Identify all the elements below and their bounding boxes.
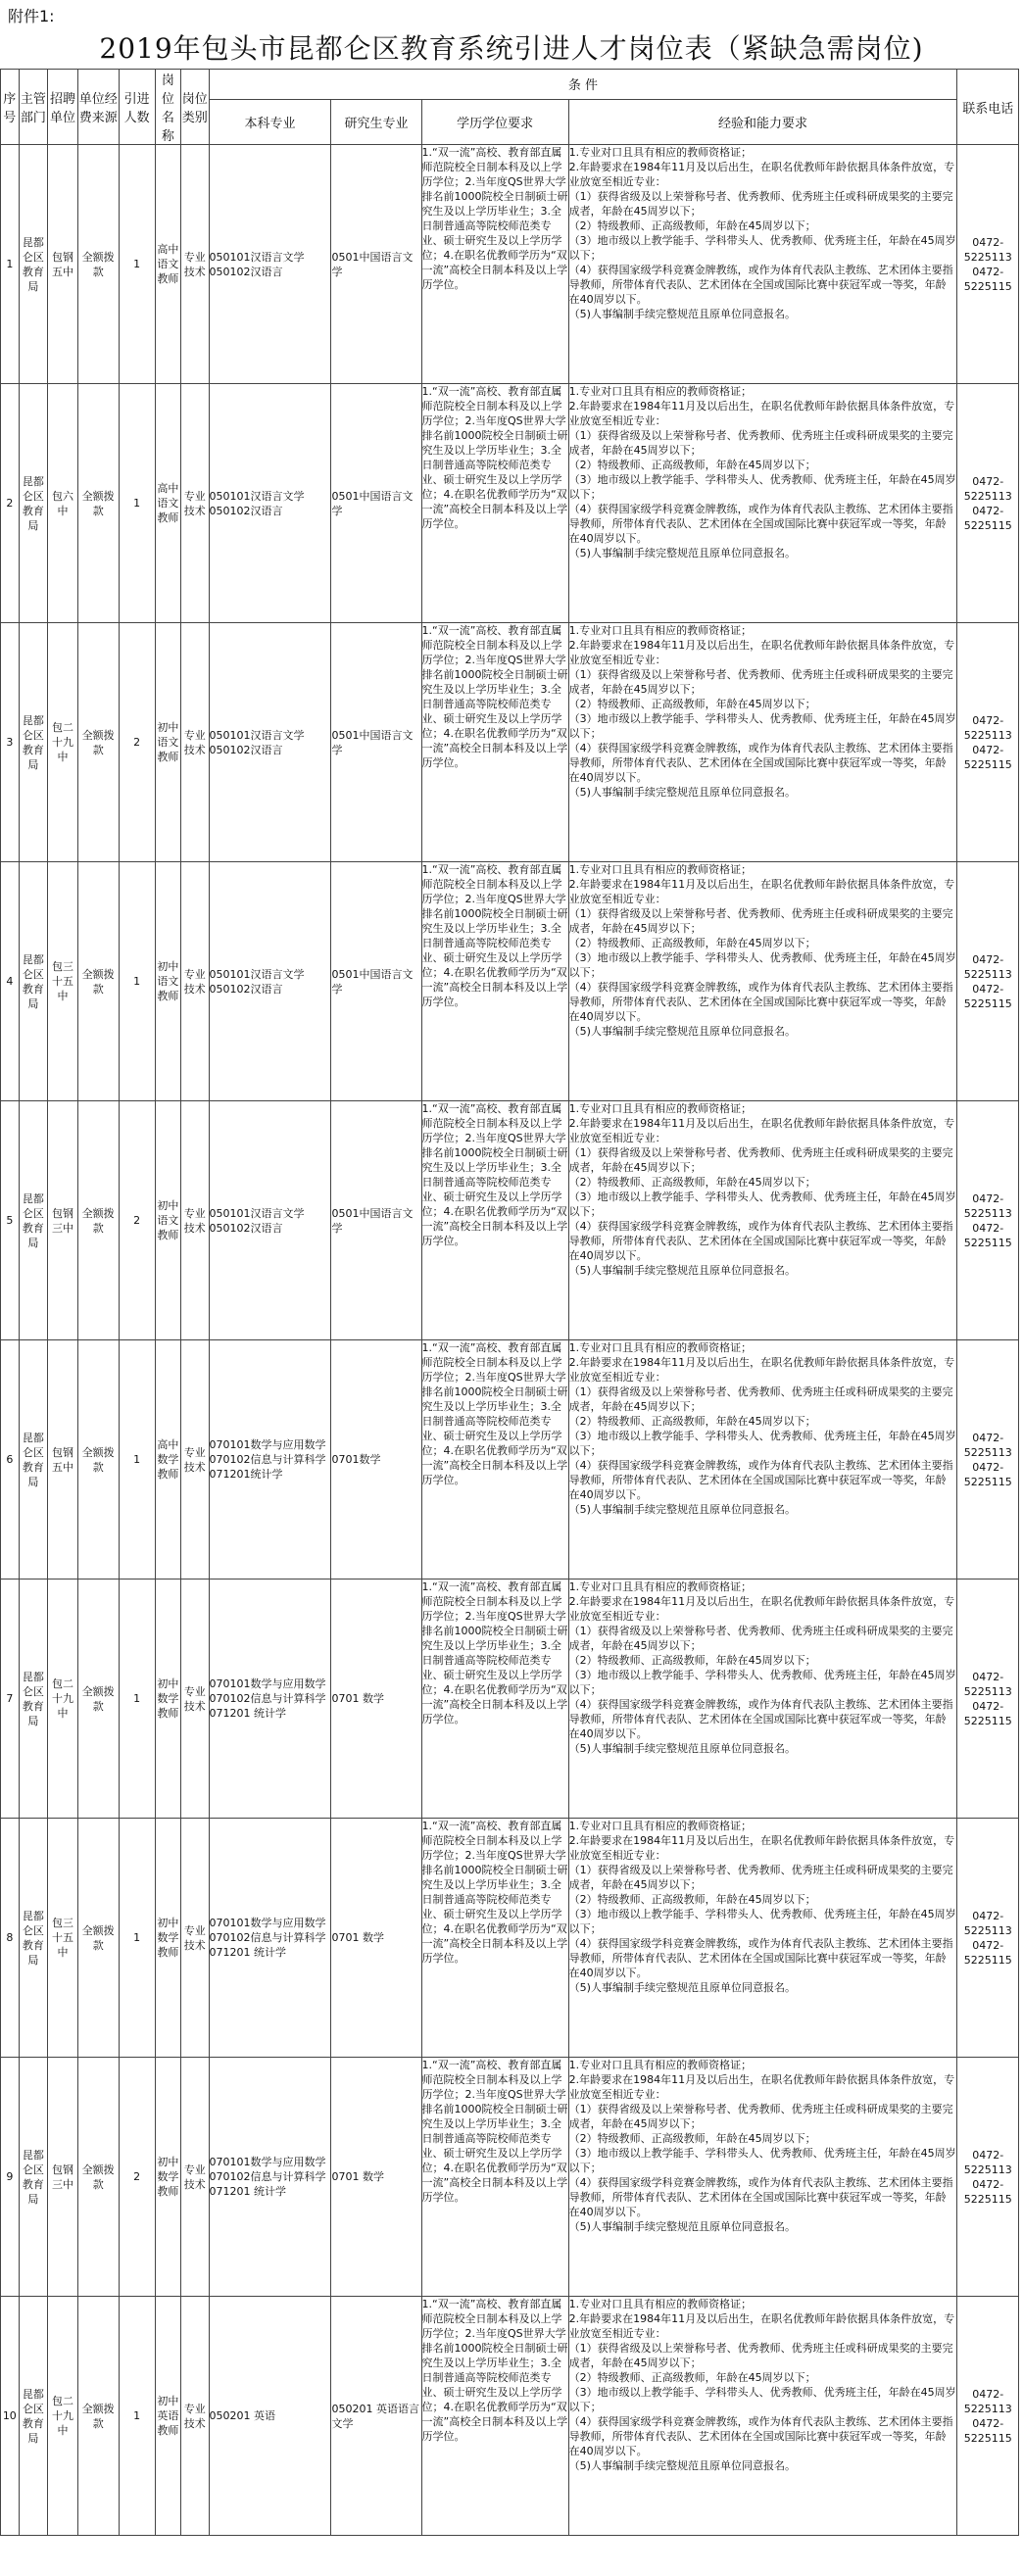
- cell-undergrad: 070101数学与应用数学 070102信息与计算科学 071201统计学: [209, 1340, 331, 1580]
- cell-post-type: 专业技术: [181, 862, 209, 1101]
- cell-experience-requirement: 1.专业对口且具有相应的教师资格证； 2.年龄要求在1984年11月及以后出生，在职名优教师年龄依据具体条件放宽，专业放宽至相近专业： （1）获得省级及以上荣誉称号者、优秀教师、优秀班主任或科研成果奖的主要完成者，年龄在45周岁以下； （2）特级教师、正高级教师，年龄在45周岁以下； （3）地市级以上教学能手、学科带头人、优秀教师、优秀班主任，年龄在45周岁以下； （4）获得国家级学科竞赛金牌教练，或作为体育代表队主教练、艺术团体主要指导教师，所带体育代表队、艺术团体在全国或国际比赛中获冠军或一等奖，年龄在40周岁以下。 （5)人事编制手续完整规范且原单位同意报名。: [568, 1819, 957, 2058]
- position-table: [0, 69, 1019, 2536]
- header-count: 引进人数: [119, 70, 155, 145]
- cell-dept: 昆都仑区教育局: [19, 1819, 48, 2058]
- cell-count: 2: [119, 623, 155, 862]
- cell-count: 1: [119, 2297, 155, 2536]
- table-body: [1, 145, 1019, 2536]
- cell-undergrad: 050101汉语言文学 050102汉语言: [209, 623, 331, 862]
- cell-phone: 0472-5225113 0472-5225115: [957, 1580, 1019, 1819]
- cell-experience-requirement: 1.专业对口且具有相应的教师资格证； 2.年龄要求在1984年11月及以后出生，在职名优教师年龄依据具体条件放宽，专业放宽至相近专业： （1）获得省级及以上荣誉称号者、优秀教师、优秀班主任或科研成果奖的主要完成者，年龄在45周岁以下； （2）特级教师、正高级教师，年龄在45周岁以下； （3）地市级以上教学能手、学科带头人、优秀教师、优秀班主任，年龄在45周岁以下； （4）获得国家级学科竞赛金牌教练，或作为体育代表队主教练、艺术团体主要指导教师，所带体育代表队、艺术团体在全国或国际比赛中获冠军或一等奖，年龄在40周岁以下。 （5)人事编制手续完整规范且原单位同意报名。: [568, 2297, 957, 2536]
- cell-fund: 全额拨款: [77, 1340, 119, 1580]
- table-row: [1, 2297, 1019, 2536]
- cell-unit: 包六中: [48, 384, 78, 623]
- cell-degree-requirement: 1.“双一流”高校、教育部直属师范院校全日制本科及以上学历学位；2.当年度QS世界大学排名前1000院校全日制硕士研究生及以上学历毕业生；3.全日制普通高等院校师范类专业、硕士研究生及以上学历学位；4.在职名优教师学历为“双一流”高校全日制本科及以上学历学位。: [421, 145, 568, 384]
- cell-unit: 包钢五中: [48, 1340, 78, 1580]
- header-phone: 联系电话: [957, 70, 1019, 145]
- cell-count: 1: [119, 1819, 155, 2058]
- cell-phone: 0472-5225113 0472-5225115: [957, 2058, 1019, 2297]
- cell-post-name: 初中数学教师: [155, 1819, 180, 2058]
- header-fund: 单位经费来源: [77, 70, 119, 145]
- cell-undergrad: 070101数学与应用数学 070102信息与计算科学 071201 统计学: [209, 1580, 331, 1819]
- cell-phone: 0472-5225113 0472-5225115: [957, 1340, 1019, 1580]
- cell-unit: 包二十九中: [48, 623, 78, 862]
- cell-grad: 0501中国语言文学: [331, 384, 421, 623]
- cell-fund: 全额拨款: [77, 145, 119, 384]
- cell-dept: 昆都仑区教育局: [19, 2297, 48, 2536]
- cell-undergrad: 050101汉语言文学 050102汉语言: [209, 1101, 331, 1340]
- header-grad: 研究生专业: [331, 99, 421, 144]
- cell-post-name: 初中语文教师: [155, 862, 180, 1101]
- cell-fund: 全额拨款: [77, 1101, 119, 1340]
- cell-phone: 0472-5225113 0472-5225115: [957, 384, 1019, 623]
- cell-degree-requirement: 1.“双一流”高校、教育部直属师范院校全日制本科及以上学历学位；2.当年度QS世界大学排名前1000院校全日制硕士研究生及以上学历毕业生；3.全日制普通高等院校师范类专业、硕士研究生及以上学历学位；4.在职名优教师学历为“双一流”高校全日制本科及以上学历学位。: [421, 623, 568, 862]
- cell-grad: 0501中国语言文学: [331, 1101, 421, 1340]
- cell-dept: 昆都仑区教育局: [19, 623, 48, 862]
- cell-dept: 昆都仑区教育局: [19, 384, 48, 623]
- cell-degree-requirement: 1.“双一流”高校、教育部直属师范院校全日制本科及以上学历学位；2.当年度QS世界大学排名前1000院校全日制硕士研究生及以上学历毕业生；3.全日制普通高等院校师范类专业、硕士研究生及以上学历学位；4.在职名优教师学历为“双一流”高校全日制本科及以上学历学位。: [421, 1819, 568, 2058]
- cell-seq: 6: [1, 1340, 20, 1580]
- cell-post-type: 专业技术: [181, 384, 209, 623]
- cell-undergrad: 050201 英语: [209, 2297, 331, 2536]
- cell-post-name: 初中语文教师: [155, 1101, 180, 1340]
- cell-post-type: 专业技术: [181, 623, 209, 862]
- cell-post-name: 初中数学教师: [155, 2058, 180, 2297]
- table-row: [1, 384, 1019, 623]
- cell-seq: 9: [1, 2058, 20, 2297]
- cell-unit: 包三十五中: [48, 862, 78, 1101]
- header-post-type: 岗位类别: [181, 70, 209, 145]
- cell-fund: 全额拨款: [77, 1580, 119, 1819]
- table-row: [1, 145, 1019, 384]
- cell-experience-requirement: 1.专业对口且具有相应的教师资格证； 2.年龄要求在1984年11月及以后出生，在职名优教师年龄依据具体条件放宽，专业放宽至相近专业： （1）获得省级及以上荣誉称号者、优秀教师、优秀班主任或科研成果奖的主要完成者，年龄在45周岁以下； （2）特级教师、正高级教师，年龄在45周岁以下； （3）地市级以上教学能手、学科带头人、优秀教师、优秀班主任，年龄在45周岁以下； （4）获得国家级学科竞赛金牌教练，或作为体育代表队主教练、艺术团体主要指导教师，所带体育代表队、艺术团体在全国或国际比赛中获冠军或一等奖，年龄在40周岁以下。 （5)人事编制手续完整规范且原单位同意报名。: [568, 2058, 957, 2297]
- cell-degree-requirement: 1.“双一流”高校、教育部直属师范院校全日制本科及以上学历学位；2.当年度QS世界大学排名前1000院校全日制硕士研究生及以上学历毕业生；3.全日制普通高等院校师范类专业、硕士研究生及以上学历学位；4.在职名优教师学历为“双一流”高校全日制本科及以上学历学位。: [421, 862, 568, 1101]
- cell-seq: 3: [1, 623, 20, 862]
- cell-experience-requirement: 1.专业对口且具有相应的教师资格证； 2.年龄要求在1984年11月及以后出生，在职名优教师年龄依据具体条件放宽，专业放宽至相近专业： （1）获得省级及以上荣誉称号者、优秀教师、优秀班主任或科研成果奖的主要完成者，年龄在45周岁以下； （2）特级教师、正高级教师，年龄在45周岁以下； （3）地市级以上教学能手、学科带头人、优秀教师、优秀班主任，年龄在45周岁以下； （4）获得国家级学科竞赛金牌教练，或作为体育代表队主教练、艺术团体主要指导教师，所带体育代表队、艺术团体在全国或国际比赛中获冠军或一等奖，年龄在40周岁以下。 （5)人事编制手续完整规范且原单位同意报名。: [568, 1101, 957, 1340]
- cell-degree-requirement: 1.“双一流”高校、教育部直属师范院校全日制本科及以上学历学位；2.当年度QS世界大学排名前1000院校全日制硕士研究生及以上学历毕业生；3.全日制普通高等院校师范类专业、硕士研究生及以上学历学位；4.在职名优教师学历为“双一流”高校全日制本科及以上学历学位。: [421, 2297, 568, 2536]
- cell-dept: 昆都仑区教育局: [19, 145, 48, 384]
- cell-degree-requirement: 1.“双一流”高校、教育部直属师范院校全日制本科及以上学历学位；2.当年度QS世界大学排名前1000院校全日制硕士研究生及以上学历毕业生；3.全日制普通高等院校师范类专业、硕士研究生及以上学历学位；4.在职名优教师学历为“双一流”高校全日制本科及以上学历学位。: [421, 1340, 568, 1580]
- cell-dept: 昆都仑区教育局: [19, 2058, 48, 2297]
- cell-phone: 0472-5225113 0472-5225115: [957, 1101, 1019, 1340]
- cell-dept: 昆都仑区教育局: [19, 862, 48, 1101]
- cell-grad: 0501中国语言文学: [331, 862, 421, 1101]
- cell-grad: 0701数学: [331, 1340, 421, 1580]
- cell-grad: 0701 数学: [331, 2058, 421, 2297]
- cell-fund: 全额拨款: [77, 2297, 119, 2536]
- cell-experience-requirement: 1.专业对口且具有相应的教师资格证； 2.年龄要求在1984年11月及以后出生，在职名优教师年龄依据具体条件放宽，专业放宽至相近专业： （1）获得省级及以上荣誉称号者、优秀教师、优秀班主任或科研成果奖的主要完成者，年龄在45周岁以下； （2）特级教师、正高级教师，年龄在45周岁以下； （3）地市级以上教学能手、学科带头人、优秀教师、优秀班主任，年龄在45周岁以下； （4）获得国家级学科竞赛金牌教练，或作为体育代表队主教练、艺术团体主要指导教师，所带体育代表队、艺术团体在全国或国际比赛中获冠军或一等奖，年龄在40周岁以下。 （5)人事编制手续完整规范且原单位同意报名。: [568, 384, 957, 623]
- cell-fund: 全额拨款: [77, 384, 119, 623]
- cell-seq: 2: [1, 384, 20, 623]
- cell-degree-requirement: 1.“双一流”高校、教育部直属师范院校全日制本科及以上学历学位；2.当年度QS世界大学排名前1000院校全日制硕士研究生及以上学历毕业生；3.全日制普通高等院校师范类专业、硕士研究生及以上学历学位；4.在职名优教师学历为“双一流”高校全日制本科及以上学历学位。: [421, 384, 568, 623]
- cell-grad: 0501中国语言文学: [331, 145, 421, 384]
- table-row: [1, 623, 1019, 862]
- cell-dept: 昆都仑区教育局: [19, 1101, 48, 1340]
- cell-unit: 包三十五中: [48, 1819, 78, 2058]
- header-post-name: 岗位名称: [155, 70, 180, 145]
- cell-fund: 全额拨款: [77, 862, 119, 1101]
- cell-undergrad: 070101数学与应用数学 070102信息与计算科学 071201 统计学: [209, 1819, 331, 2058]
- cell-dept: 昆都仑区教育局: [19, 1340, 48, 1580]
- cell-experience-requirement: 1.专业对口且具有相应的教师资格证； 2.年龄要求在1984年11月及以后出生，在职名优教师年龄依据具体条件放宽，专业放宽至相近专业： （1）获得省级及以上荣誉称号者、优秀教师、优秀班主任或科研成果奖的主要完成者，年龄在45周岁以下； （2）特级教师、正高级教师，年龄在45周岁以下； （3）地市级以上教学能手、学科带头人、优秀教师、优秀班主任，年龄在45周岁以下； （4）获得国家级学科竞赛金牌教练，或作为体育代表队主教练、艺术团体主要指导教师，所带体育代表队、艺术团体在全国或国际比赛中获冠军或一等奖，年龄在40周岁以下。 （5)人事编制手续完整规范且原单位同意报名。: [568, 1340, 957, 1580]
- cell-undergrad: 050101汉语言文学 050102汉语言: [209, 384, 331, 623]
- cell-phone: 0472-5225113 0472-5225115: [957, 1819, 1019, 2058]
- cell-post-name: 初中语文教师: [155, 623, 180, 862]
- cell-post-type: 专业技术: [181, 2058, 209, 2297]
- cell-grad: 0501中国语言文学: [331, 623, 421, 862]
- cell-undergrad: 050101汉语言文学 050102汉语言: [209, 145, 331, 384]
- cell-count: 1: [119, 145, 155, 384]
- cell-post-type: 专业技术: [181, 2297, 209, 2536]
- cell-unit: 包二十九中: [48, 2297, 78, 2536]
- cell-experience-requirement: 1.专业对口且具有相应的教师资格证； 2.年龄要求在1984年11月及以后出生，在职名优教师年龄依据具体条件放宽，专业放宽至相近专业： （1）获得省级及以上荣誉称号者、优秀教师、优秀班主任或科研成果奖的主要完成者，年龄在45周岁以下； （2）特级教师、正高级教师，年龄在45周岁以下； （3）地市级以上教学能手、学科带头人、优秀教师、优秀班主任，年龄在45周岁以下； （4）获得国家级学科竞赛金牌教练，或作为体育代表队主教练、艺术团体主要指导教师，所带体育代表队、艺术团体在全国或国际比赛中获冠军或一等奖，年龄在40周岁以下。 （5)人事编制手续完整规范且原单位同意报名。: [568, 862, 957, 1101]
- cell-undergrad: 050101汉语言文学 050102汉语言: [209, 862, 331, 1101]
- table-row: [1, 862, 1019, 1101]
- cell-experience-requirement: 1.专业对口且具有相应的教师资格证； 2.年龄要求在1984年11月及以后出生，在职名优教师年龄依据具体条件放宽，专业放宽至相近专业： （1）获得省级及以上荣誉称号者、优秀教师、优秀班主任或科研成果奖的主要完成者，年龄在45周岁以下； （2）特级教师、正高级教师，年龄在45周岁以下； （3）地市级以上教学能手、学科带头人、优秀教师、优秀班主任，年龄在45周岁以下； （4）获得国家级学科竞赛金牌教练，或作为体育代表队主教练、艺术团体主要指导教师，所带体育代表队、艺术团体在全国或国际比赛中获冠军或一等奖，年龄在40周岁以下。 （5)人事编制手续完整规范且原单位同意报名。: [568, 1580, 957, 1819]
- cell-fund: 全额拨款: [77, 2058, 119, 2297]
- cell-count: 1: [119, 384, 155, 623]
- cell-post-type: 专业技术: [181, 1101, 209, 1340]
- table-row: [1, 1101, 1019, 1340]
- cell-post-name: 高中语文教师: [155, 384, 180, 623]
- header-undergrad: 本科专业: [209, 99, 331, 144]
- cell-unit: 包钢五中: [48, 145, 78, 384]
- cell-post-name: 高中数学教师: [155, 1340, 180, 1580]
- cell-degree-requirement: 1.“双一流”高校、教育部直属师范院校全日制本科及以上学历学位；2.当年度QS世界大学排名前1000院校全日制硕士研究生及以上学历毕业生；3.全日制普通高等院校师范类专业、硕士研究生及以上学历学位；4.在职名优教师学历为“双一流”高校全日制本科及以上学历学位。: [421, 1101, 568, 1340]
- cell-fund: 全额拨款: [77, 1819, 119, 2058]
- cell-phone: 0472-5225113 0472-5225115: [957, 145, 1019, 384]
- cell-seq: 10: [1, 2297, 20, 2536]
- cell-phone: 0472-5225113 0472-5225115: [957, 623, 1019, 862]
- cell-experience-requirement: 1.专业对口且具有相应的教师资格证； 2.年龄要求在1984年11月及以后出生，在职名优教师年龄依据具体条件放宽，专业放宽至相近专业： （1）获得省级及以上荣誉称号者、优秀教师、优秀班主任或科研成果奖的主要完成者，年龄在45周岁以下； （2）特级教师、正高级教师，年龄在45周岁以下； （3）地市级以上教学能手、学科带头人、优秀教师、优秀班主任，年龄在45周岁以下； （4）获得国家级学科竞赛金牌教练，或作为体育代表队主教练、艺术团体主要指导教师，所带体育代表队、艺术团体在全国或国际比赛中获冠军或一等奖，年龄在40周岁以下。 （5)人事编制手续完整规范且原单位同意报名。: [568, 145, 957, 384]
- cell-post-type: 专业技术: [181, 145, 209, 384]
- cell-seq: 4: [1, 862, 20, 1101]
- cell-count: 2: [119, 1101, 155, 1340]
- cell-seq: 5: [1, 1101, 20, 1340]
- cell-undergrad: 070101数学与应用数学 070102信息与计算科学 071201 统计学: [209, 2058, 331, 2297]
- cell-seq: 7: [1, 1580, 20, 1819]
- header-dept: 主管部门: [19, 70, 48, 145]
- cell-count: 2: [119, 2058, 155, 2297]
- cell-seq: 8: [1, 1819, 20, 2058]
- cell-post-type: 专业技术: [181, 1819, 209, 2058]
- cell-count: 1: [119, 1580, 155, 1819]
- table-row: [1, 1340, 1019, 1580]
- cell-post-type: 专业技术: [181, 1340, 209, 1580]
- cell-seq: 1: [1, 145, 20, 384]
- cell-degree-requirement: 1.“双一流”高校、教育部直属师范院校全日制本科及以上学历学位；2.当年度QS世界大学排名前1000院校全日制硕士研究生及以上学历毕业生；3.全日制普通高等院校师范类专业、硕士研究生及以上学历学位；4.在职名优教师学历为“双一流”高校全日制本科及以上学历学位。: [421, 1580, 568, 1819]
- cell-phone: 0472-5225113 0472-5225115: [957, 2297, 1019, 2536]
- header-conditions: 条 件: [209, 70, 957, 100]
- cell-count: 1: [119, 1340, 155, 1580]
- cell-post-type: 专业技术: [181, 1580, 209, 1819]
- cell-fund: 全额拨款: [77, 623, 119, 862]
- cell-post-name: 高中语文教师: [155, 145, 180, 384]
- cell-post-name: 初中英语教师: [155, 2297, 180, 2536]
- cell-grad: 050201 英语语言文学: [331, 2297, 421, 2536]
- table-row: [1, 2058, 1019, 2297]
- cell-grad: 0701 数学: [331, 1580, 421, 1819]
- cell-degree-requirement: 1.“双一流”高校、教育部直属师范院校全日制本科及以上学历学位；2.当年度QS世界大学排名前1000院校全日制硕士研究生及以上学历毕业生；3.全日制普通高等院校师范类专业、硕士研究生及以上学历学位；4.在职名优教师学历为“双一流”高校全日制本科及以上学历学位。: [421, 2058, 568, 2297]
- header-degree: 学历学位要求: [421, 99, 568, 144]
- cell-grad: 0701 数学: [331, 1819, 421, 2058]
- cell-post-name: 初中数学教师: [155, 1580, 180, 1819]
- header-seq: 序号: [1, 70, 20, 145]
- cell-count: 1: [119, 862, 155, 1101]
- table-row: [1, 1819, 1019, 2058]
- cell-experience-requirement: 1.专业对口且具有相应的教师资格证； 2.年龄要求在1984年11月及以后出生，在职名优教师年龄依据具体条件放宽，专业放宽至相近专业： （1）获得省级及以上荣誉称号者、优秀教师、优秀班主任或科研成果奖的主要完成者，年龄在45周岁以下； （2）特级教师、正高级教师，年龄在45周岁以下； （3）地市级以上教学能手、学科带头人、优秀教师、优秀班主任，年龄在45周岁以下； （4）获得国家级学科竞赛金牌教练，或作为体育代表队主教练、艺术团体主要指导教师，所带体育代表队、艺术团体在全国或国际比赛中获冠军或一等奖，年龄在40周岁以下。 （5)人事编制手续完整规范且原单位同意报名。: [568, 623, 957, 862]
- header-experience: 经验和能力要求: [568, 99, 957, 144]
- document-title: 2019年包头市昆都仑区教育系统引进人才岗位表（紧缺急需岗位): [99, 32, 924, 65]
- table-row: [1, 1580, 1019, 1819]
- attachment-label: 附件1:: [8, 7, 55, 25]
- cell-unit: 包二十九中: [48, 1580, 78, 1819]
- header-unit: 招聘单位: [48, 70, 78, 145]
- cell-dept: 昆都仑区教育局: [19, 1580, 48, 1819]
- cell-unit: 包钢三中: [48, 1101, 78, 1340]
- cell-unit: 包钢三中: [48, 2058, 78, 2297]
- cell-phone: 0472-5225113 0472-5225115: [957, 862, 1019, 1101]
